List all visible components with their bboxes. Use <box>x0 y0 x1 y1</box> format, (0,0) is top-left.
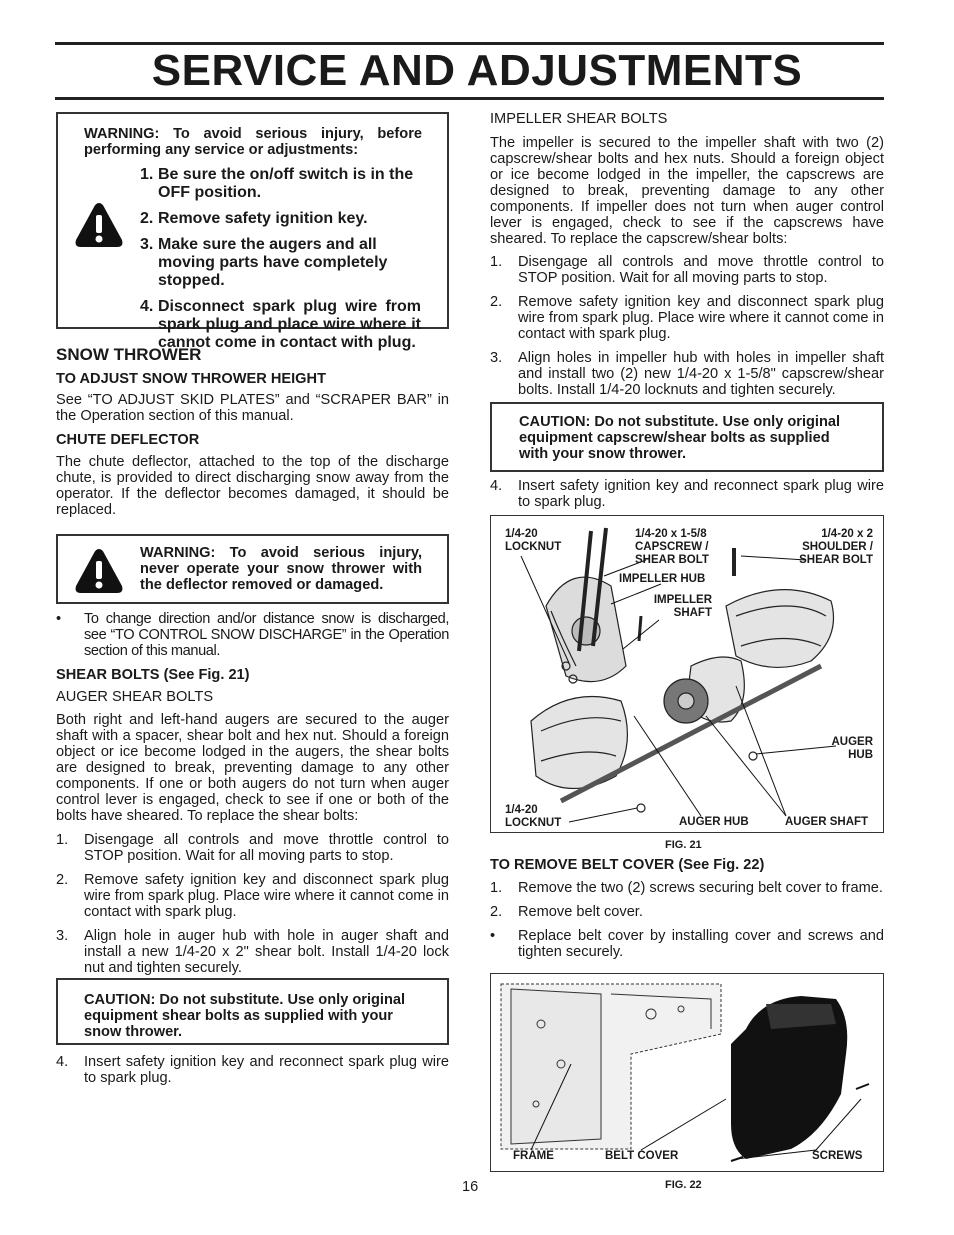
belt-steps <box>490 880 884 960</box>
left-column-lower <box>56 611 449 984</box>
left-column <box>56 347 449 518</box>
label-auger-hub-bottom: AUGER HUB <box>679 816 749 828</box>
warning-step: 3. Make sure the augers and all moving parts have completely stopped. <box>140 236 388 289</box>
title-underline <box>55 97 884 100</box>
auger-shear-text: Both right and left-hand augers are secured to the auger shaft with a spacer, shear bolt and hex nut. Should a foreign object or ice become lodged in the augers, the shear bolts are designed to break, preventing damage to any other components. If one or both augers do not turn when auger control lever is engaged, check to see if one or both of the bolts have sheared. To replace the shear bolts: <box>56 712 449 824</box>
belt-cover-heading: TO REMOVE BELT COVER (See Fig. 22) <box>490 857 765 873</box>
chute-heading: CHUTE DEFLECTOR <box>56 432 200 448</box>
top-rule <box>55 42 884 45</box>
belt-step: 2. Remove belt cover. <box>490 904 643 920</box>
warning-steps <box>140 166 421 360</box>
label-locknut-bottom: 1/4-20 LOCKNUT <box>505 804 562 829</box>
warning-step: 4. Disconnect spark plug wire from spark plug and place wire where it cannot come in contact with plug. <box>140 298 421 351</box>
impeller-text: The impeller is secured to the impeller shaft with two (2) capscrew/shear bolts and hex nuts. Should a foreign object or ice become lodged in the impeller, the capscrews are designed to break, preventing damage to any other components. If impeller does not turn when auger control lever is engaged, check to see if the capscrews have sheared. To replace the capscrew/shear bolts: <box>490 135 884 247</box>
figure-22 <box>490 973 884 1172</box>
belt-step: 1. Remove the two (2) screws securing belt cover to frame. <box>490 880 883 896</box>
belt-cover-section <box>490 857 884 968</box>
auger-step-4: 4. Insert safety ignition key and reconnect spark plug wire to spark plug. <box>56 1054 449 1086</box>
caution-box-impeller <box>490 402 884 472</box>
auger-caution-text: CAUTION: Do not substitute. Use only original equipment shear bolts as supplied with your snow thrower. <box>84 992 406 1040</box>
auger-step: 2. Remove safety ignition key and disconnect spark plug wire from spark plug. Place wire where it cannot come in contact with spark plug. <box>56 872 449 920</box>
height-heading: TO ADJUST SNOW THROWER HEIGHT <box>56 371 326 387</box>
fig22-caption: FIG. 22 <box>665 1179 702 1191</box>
impeller-step: 3. Align holes in impeller hub with holes in impeller shaft and install two (2) new 1/4-20 x 1-5/8" capscrew/shear bolts. Install 1/4-20 locknuts and tighten securely. <box>490 350 884 398</box>
fig21-caption: FIG. 21 <box>665 839 702 851</box>
shear-bolts-heading: SHEAR BOLTS (See Fig. 21) <box>56 667 250 683</box>
warning-icon <box>73 546 125 596</box>
belt-cover-illustration <box>491 974 882 1170</box>
height-text: See “TO ADJUST SKID PLATES” and “SCRAPER BAR” in the Operation section of this manual. <box>56 392 449 424</box>
warning-heading: WARNING: To avoid serious injury, before performing any service or adjustments: <box>84 126 422 158</box>
chute-text: The chute deflector, attached to the top of the discharge chute, is provided to direct discharging snow away from the operator. If the deflector becomes damaged, it should be replaced. <box>56 454 449 518</box>
impeller-steps <box>490 254 884 398</box>
warning-box-service <box>56 112 449 351</box>
belt-step: • Replace belt cover by installing cover and screws and tighten securely. <box>490 928 884 960</box>
caution-box-auger <box>56 978 449 1045</box>
label-screws: SCREWS <box>812 1150 863 1162</box>
warning-icon <box>73 200 125 250</box>
impeller-caution-text: CAUTION: Do not substitute. Use only original equipment capscrew/shear bolts as supplied with your snow thrower. <box>519 414 841 462</box>
label-auger-shaft: AUGER SHAFT <box>785 816 869 828</box>
warning-box-deflector <box>56 534 449 604</box>
warning-step: 1. Be sure the on/off switch is in the OFF position. <box>140 166 414 201</box>
impeller-step: 1. Disengage all controls and move throttle control to STOP position. Wait for all moving parts to stop. <box>490 254 884 286</box>
page-number: 16 <box>462 1179 479 1195</box>
auger-shear-subheading: AUGER SHEAR BOLTS <box>56 689 214 705</box>
page-title: SERVICE AND ADJUSTMENTS <box>151 46 803 95</box>
warning-step: 2. Remove safety ignition key. <box>140 210 368 227</box>
label-frame: FRAME <box>513 1150 554 1162</box>
discharge-bullet: • To change direction and/or distance snow is discharged, see “TO CONTROL SNOW DISCHARGE” in the Operation section of this manual. <box>56 611 449 659</box>
label-auger-hub-right: AUGER HUB <box>831 736 873 761</box>
label-capscrew: 1/4-20 x 1-5/8 CAPSCREW / SHEAR BOLT <box>635 528 709 566</box>
label-impeller-hub: IMPELLER HUB <box>619 573 706 585</box>
auger-step: 1. Disengage all controls and move throttle control to STOP position. Wait for all moving parts to stop. <box>56 832 449 864</box>
impeller-subheading: IMPELLER SHEAR BOLTS <box>490 111 668 127</box>
label-belt-cover: BELT COVER <box>605 1150 679 1162</box>
deflector-warning-text: WARNING: To avoid serious injury, never operate your snow thrower with the deflector removed or damaged. <box>140 545 422 593</box>
label-shoulder-bolt: 1/4-20 x 2 SHOULDER / SHEAR BOLT <box>799 528 873 566</box>
auger-steps <box>56 832 449 976</box>
right-column <box>490 111 884 406</box>
section-title-snow-thrower: SNOW THROWER <box>56 345 202 364</box>
auger-step: 3. Align hole in auger hub with hole in auger shaft and install a new 1/4-20 x 2" shear bolt. Install 1/4-20 lock nut and tighten securely. <box>56 928 449 976</box>
impeller-step-4: 4. Insert safety ignition key and reconnect spark plug wire to spark plug. <box>490 478 884 510</box>
label-locknut-top: 1/4-20 LOCKNUT <box>505 528 562 553</box>
figure-21 <box>490 515 884 833</box>
label-impeller-shaft: IMPELLER SHAFT <box>653 594 712 619</box>
impeller-step: 2. Remove safety ignition key and disconnect spark plug wire from spark plug. Place wire where it cannot come in contact with spark plug. <box>490 294 884 342</box>
